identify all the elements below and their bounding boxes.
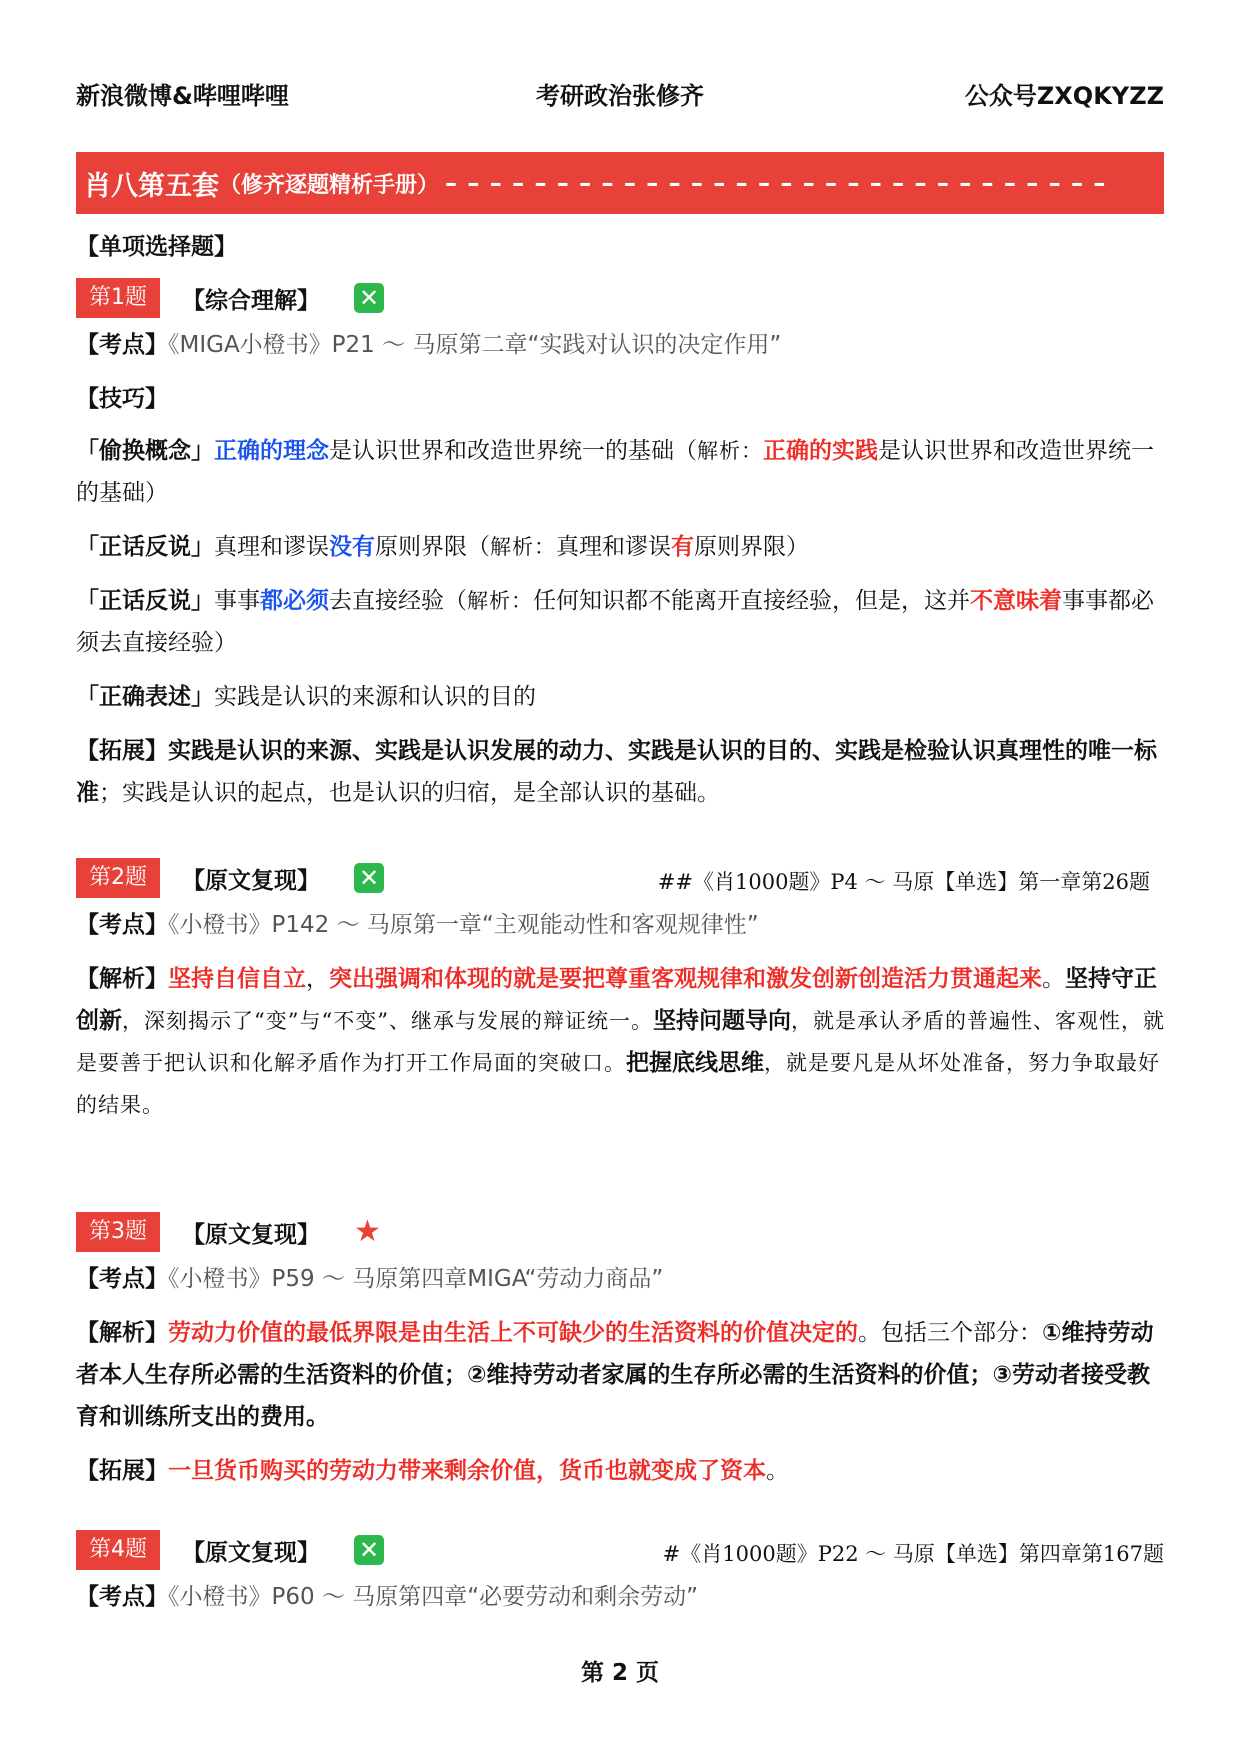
- tuozhan-label: 【拓展】: [76, 1458, 168, 1484]
- tag-label: 「正话反说」: [76, 534, 214, 560]
- header-center: 考研政治张修齐: [536, 82, 704, 110]
- kaodian-text: 《MIGA小橙书》P21 ～ 马原第二章“实践对认识的决定作用”: [168, 332, 782, 358]
- q3-kaodian: [76, 1258, 1166, 1300]
- tag-label: 「正话反说」: [76, 588, 214, 614]
- page-number: 第 2 页: [580, 1660, 660, 1686]
- text: ，: [306, 966, 329, 992]
- banner-subtitle: （修齐逐题精析手册）: [219, 172, 440, 198]
- q4-kaodian: [76, 1576, 1166, 1618]
- highlight-red: 正确的实践: [763, 438, 878, 464]
- q1-line1: [76, 430, 1166, 514]
- q4-header: [76, 1530, 384, 1570]
- kaodian-label: 【考点】: [76, 1266, 168, 1292]
- header-left: 新浪微博&哔哩哔哩: [76, 82, 289, 110]
- text: 事事: [214, 588, 260, 614]
- text: ；实践是认识的起点，也是认识的归宿，是全部认识的基础。: [99, 780, 720, 806]
- text: 原则界限（: [375, 534, 490, 560]
- serif-text: ，就是承认矛盾的普遍性、客观性，就是要善于把认识和化解矛盾作为打开工作局面的突破口。: [76, 1009, 1165, 1075]
- q2-category: 【原文复现】: [182, 867, 320, 894]
- highlight-blue: 没有: [329, 534, 375, 560]
- star-icon: ★: [354, 1214, 381, 1249]
- bold-text: 把握底线思维: [626, 1050, 764, 1076]
- text: 。: [1042, 966, 1065, 992]
- q2-kaodian: [76, 904, 1166, 946]
- q3-category: 【原文复现】: [182, 1221, 320, 1248]
- section-banner: [76, 152, 1164, 214]
- tag-label: 「正确表述」: [76, 684, 214, 710]
- q1-jiqiao-label: 【技巧】: [76, 386, 168, 412]
- section-title: 【单项选择题】: [76, 234, 237, 260]
- text: 是认识世界和改造世界统一的基础）: [76, 438, 1154, 506]
- q1-line2: [76, 526, 1166, 568]
- tag-label: 「偷换概念」: [76, 438, 214, 464]
- q4-category: 【原文复现】: [182, 1539, 320, 1566]
- bold-text: ①维持劳动者本人生存所必需的生活资料的价值；②维持劳动者家属的生存所必需的生活资料的价值；③劳动者接受教育和训练所支出的费用。: [76, 1320, 1154, 1430]
- kaodian-label: 【考点】: [76, 1584, 168, 1610]
- text: 原则界限）: [694, 534, 809, 560]
- kaodian-label: 【考点】: [76, 332, 168, 358]
- jiexi-label: 【解析】: [76, 966, 168, 992]
- text: 事事都必须去直接经验）: [76, 588, 1154, 656]
- q1-line4: [76, 676, 1166, 718]
- text: 。: [766, 1458, 789, 1484]
- q1-number: 第1题: [76, 278, 160, 318]
- highlight-red: 突出强调和体现的就是要把尊重客观规律和激发创新创造活力贯通起来: [329, 966, 1042, 992]
- q2-jiexi: [76, 958, 1166, 1126]
- q2-header: [76, 858, 384, 898]
- x-mark-icon: ✕: [354, 863, 384, 893]
- kaodian-text: 《小橙书》P59 ～ 马原第四章MIGA“劳动力商品”: [168, 1266, 664, 1292]
- x-mark-icon: ✕: [354, 1535, 384, 1565]
- text: 真理和谬误: [556, 534, 671, 560]
- tuozhan-label: 【拓展】: [76, 738, 168, 764]
- q4-reference: #《肖1000题》P22 ～ 马原【单选】第四章第167题: [662, 1542, 1164, 1566]
- banner-title: 肖八第五套: [84, 170, 219, 202]
- highlight-blue: 都必须: [260, 588, 329, 614]
- q1-line3: [76, 580, 1166, 664]
- x-mark-icon: ✕: [354, 283, 384, 313]
- kaodian-text: 《小橙书》P142 ～ 马原第一章“主观能动性和客观规律性”: [168, 912, 759, 938]
- banner-dashes: – – – – – – – – – – – – – – – – – – – – – – – – – – – – – –: [445, 169, 1107, 197]
- q1-tuozhan: [76, 730, 1166, 814]
- q2-reference: ##《肖1000题》P4 ～ 马原【单选】第一章第26题: [657, 870, 1150, 894]
- q1-kaodian: [76, 324, 1166, 366]
- highlight-red: 不意味着: [970, 588, 1062, 614]
- text: 是认识世界和改造世界统一的基础（: [329, 438, 697, 464]
- serif-text: ，就是要凡是从坏处准备，努力争取最好的结果。: [76, 1051, 1160, 1117]
- q1-category: 【综合理解】: [182, 287, 320, 314]
- kaodian-text: 《小橙书》P60 ～ 马原第四章“必要劳动和剩余劳动”: [168, 1584, 699, 1610]
- jiexi-label: 【解析】: [76, 1320, 168, 1346]
- highlight-red: 坚持自信自立: [168, 966, 306, 992]
- text: 真理和谬误: [214, 534, 329, 560]
- q3-header: [76, 1212, 381, 1252]
- highlight-blue: 正确的理念: [214, 438, 329, 464]
- highlight-red: 一旦货币购买的劳动力带来剩余价值，货币也就变成了资本: [168, 1458, 766, 1484]
- text: 任何知识都不能离开直接经验，但是，这并: [533, 588, 970, 614]
- text: 去直接经验（: [329, 588, 467, 614]
- bold-text: 坚持问题导向: [652, 1008, 791, 1034]
- tuozhan-bold-text: 实践是认识的来源、实践是认识发展的动力、实践是认识的目的、实践是检验认识真理性的唯一标准: [76, 738, 1157, 806]
- text: 实践是认识的来源和认识的目的: [214, 684, 536, 710]
- bold-text: 坚持守正创新: [76, 966, 1157, 1034]
- text: 。包括三个部分：: [858, 1320, 1042, 1346]
- highlight-red: 劳动力价值的最低界限是由生活上不可缺少的生活资料的价值决定的: [168, 1320, 858, 1346]
- kaodian-label: 【考点】: [76, 912, 168, 938]
- highlight-red: 有: [671, 534, 694, 560]
- q3-tuozhan: [76, 1450, 1166, 1492]
- serif-text: ，深刻揭示了“变”与“不变”、继承与发展的辩证统一。: [122, 1009, 653, 1033]
- analysis-label: 解析：: [490, 535, 556, 559]
- analysis-label: 解析：: [467, 589, 533, 613]
- q4-number: 第4题: [76, 1530, 160, 1570]
- analysis-label: 解析：: [697, 439, 763, 463]
- q3-number: 第3题: [76, 1212, 160, 1252]
- q2-number: 第2题: [76, 858, 160, 898]
- header-right: 公众号ZXQKYZZ: [964, 82, 1164, 110]
- q1-header: [76, 278, 384, 318]
- q3-jiexi: [76, 1312, 1166, 1438]
